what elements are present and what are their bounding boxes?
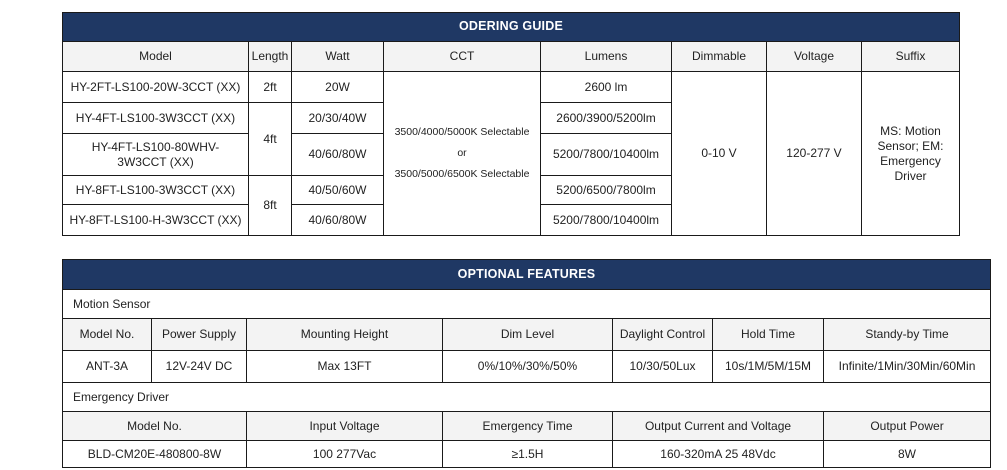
header-suffix: Suffix bbox=[862, 42, 960, 72]
ed-emergency-time-value: ≥1.5H bbox=[443, 441, 613, 468]
ordering-guide-title: ODERING GUIDE bbox=[63, 13, 960, 42]
ms-header-dim-level: Dim Level bbox=[443, 319, 613, 351]
model-cell: HY-8FT-LS100-H-3W3CCT (XX) bbox=[63, 205, 249, 236]
length-cell: 2ft bbox=[249, 72, 292, 103]
suffix-cell: MS: Motion Sensor; EM: Emergency Driver bbox=[862, 72, 960, 236]
dimmable-cell: 0-10 V bbox=[672, 72, 767, 236]
header-voltage: Voltage bbox=[767, 42, 862, 72]
ms-mounting-height-value: Max 13FT bbox=[247, 351, 443, 383]
ed-input-voltage-value: 100 277Vac bbox=[247, 441, 443, 468]
lumens-cell: 5200/7800/10400lm bbox=[541, 205, 672, 236]
watt-cell: 40/60/80W bbox=[292, 134, 384, 176]
model-cell: HY-2FT-LS100-20W-3CCT (XX) bbox=[63, 72, 249, 103]
ed-output-power-value: 8W bbox=[824, 441, 991, 468]
optional-features-title: OPTIONAL FEATURES bbox=[63, 260, 991, 290]
ed-header-model: Model No. bbox=[63, 412, 247, 441]
table-row bbox=[63, 441, 991, 468]
table-row bbox=[63, 72, 960, 103]
optional-features-table bbox=[62, 259, 991, 468]
header-model: Model bbox=[63, 42, 249, 72]
table-row bbox=[63, 351, 991, 383]
ed-header-output-current: Output Current and Voltage bbox=[613, 412, 824, 441]
ms-header-model: Model No. bbox=[63, 319, 152, 351]
ms-power-supply-value: 12V-24V DC bbox=[152, 351, 247, 383]
header-lumens: Lumens bbox=[541, 42, 672, 72]
header-cct: CCT bbox=[384, 42, 541, 72]
header-length: Length bbox=[249, 42, 292, 72]
cct-cell bbox=[384, 72, 541, 236]
ms-header-mounting-height: Mounting Height bbox=[247, 319, 443, 351]
watt-cell: 40/60/80W bbox=[292, 205, 384, 236]
ms-model-value: ANT-3A bbox=[63, 351, 152, 383]
ed-output-current-value: 160-320mA 25 48Vdc bbox=[613, 441, 824, 468]
model-cell: HY-4FT-LS100-3W3CCT (XX) bbox=[63, 103, 249, 134]
emergency-driver-section: Emergency Driver bbox=[63, 383, 991, 412]
ms-header-power-supply: Power Supply bbox=[152, 319, 247, 351]
cct-line-3: 3500/5000/6500K Selectable bbox=[394, 168, 530, 181]
ed-model-value: BLD-CM20E-480800-8W bbox=[63, 441, 247, 468]
header-watt: Watt bbox=[292, 42, 384, 72]
header-dimmable: Dimmable bbox=[672, 42, 767, 72]
lumens-cell: 2600/3900/5200lm bbox=[541, 103, 672, 134]
voltage-cell: 120-277 V bbox=[767, 72, 862, 236]
cct-line-2: or bbox=[457, 146, 467, 159]
ed-header-output-power: Output Power bbox=[824, 412, 991, 441]
length-cell: 4ft bbox=[249, 103, 292, 176]
ms-standby-time-value: Infinite/1Min/30Min/60Min bbox=[824, 351, 991, 383]
ms-header-daylight-control: Daylight Control bbox=[613, 319, 713, 351]
ms-dim-level-value: 0%/10%/30%/50% bbox=[443, 351, 613, 383]
ed-header-input-voltage: Input Voltage bbox=[247, 412, 443, 441]
ms-hold-time-value: 10s/1M/5M/15M bbox=[713, 351, 824, 383]
model-cell: HY-8FT-LS100-3W3CCT (XX) bbox=[63, 176, 249, 205]
lumens-cell: 5200/6500/7800lm bbox=[541, 176, 672, 205]
ms-daylight-control-value: 10/30/50Lux bbox=[613, 351, 713, 383]
ed-header-emergency-time: Emergency Time bbox=[443, 412, 613, 441]
ordering-guide-table bbox=[62, 12, 960, 236]
watt-cell: 40/50/60W bbox=[292, 176, 384, 205]
ms-header-hold-time: Hold Time bbox=[713, 319, 824, 351]
ms-header-standby-time: Standy-by Time bbox=[824, 319, 991, 351]
watt-cell: 20/30/40W bbox=[292, 103, 384, 134]
lumens-cell: 5200/7800/10400lm bbox=[541, 134, 672, 176]
motion-sensor-section: Motion Sensor bbox=[63, 290, 991, 319]
cct-line-1: 3500/4000/5000K Selectable bbox=[394, 125, 530, 138]
watt-cell: 20W bbox=[292, 72, 384, 103]
model-cell: HY-4FT-LS100-80WHV-3W3CCT (XX) bbox=[63, 134, 249, 176]
lumens-cell: 2600 lm bbox=[541, 72, 672, 103]
length-cell: 8ft bbox=[249, 176, 292, 236]
